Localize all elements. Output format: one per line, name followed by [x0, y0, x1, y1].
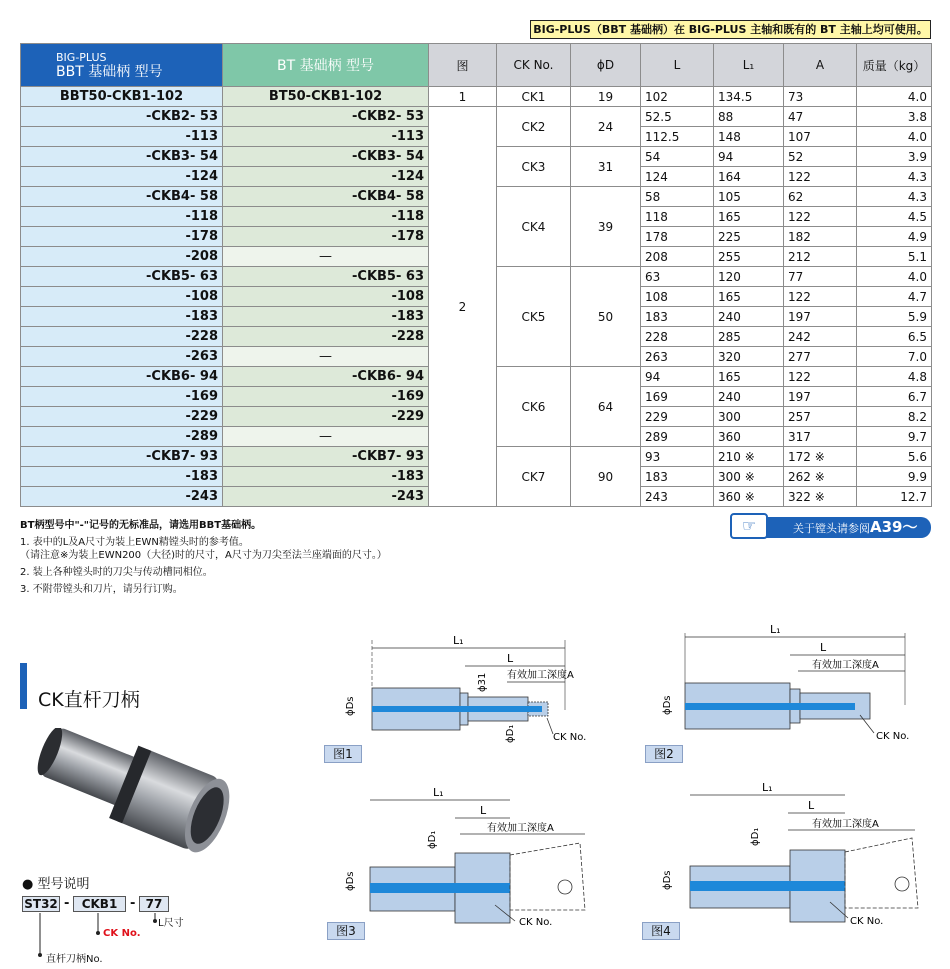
cell-bt-model: -183: [223, 307, 429, 327]
cell-l1: 148: [714, 127, 784, 147]
cell-a: 322 ※: [784, 487, 857, 507]
cell-l: 94: [641, 367, 714, 387]
cell-mass: 4.7: [857, 287, 932, 307]
cell-mass: 4.3: [857, 167, 932, 187]
cell-a: 262 ※: [784, 467, 857, 487]
cell-a: 122: [784, 207, 857, 227]
cell-l: 208: [641, 247, 714, 267]
cell-bbt-model: -113: [21, 127, 223, 147]
ck-holder-photo: [20, 728, 235, 858]
cell-a: 277: [784, 347, 857, 367]
model-separator: -: [130, 896, 136, 911]
cell-bt-model: -243: [223, 487, 429, 507]
cell-mass: 4.3: [857, 187, 932, 207]
cell-a: 122: [784, 367, 857, 387]
cell-l1: 210 ※: [714, 447, 784, 467]
cell-fig: 1: [429, 87, 497, 107]
cell-bbt-model: -263: [21, 347, 223, 367]
cell-l: 108: [641, 287, 714, 307]
cell-l: 102: [641, 87, 714, 107]
cell-l: 118: [641, 207, 714, 227]
cell-bbt-model: -CKB5- 63: [21, 267, 223, 287]
cell-bbt-model: -178: [21, 227, 223, 247]
cell-bbt-model: -CKB7- 93: [21, 447, 223, 467]
fig1-l1-label: L₁: [453, 634, 464, 647]
note-2: 2. 装上各种镗头时的刀尖与传动槽同相位。: [20, 567, 213, 578]
cell-mass: 6.7: [857, 387, 932, 407]
header-fig: 图: [429, 44, 497, 87]
fig2-ds-label: ϕDs: [662, 695, 673, 715]
cell-l: 229: [641, 407, 714, 427]
cell-l1: 285: [714, 327, 784, 347]
cell-mass: 4.5: [857, 207, 932, 227]
fig1-d31-label: ϕ31: [477, 672, 488, 692]
figure-2-diagram: [640, 625, 935, 745]
cell-l: 169: [641, 387, 714, 407]
cell-bbt-model: -243: [21, 487, 223, 507]
cell-bbt-model: -CKB3- 54: [21, 147, 223, 167]
cell-l: 289: [641, 427, 714, 447]
fig3-ck-label: CK No.: [519, 917, 553, 925]
cell-bbt-model: -CKB4- 58: [21, 187, 223, 207]
header-ck: CK No.: [497, 44, 571, 87]
fig2-depth-label: 有效加工深度A: [812, 660, 879, 671]
cell-mass: 8.2: [857, 407, 932, 427]
fig3-d1-label: ϕD₁: [427, 830, 438, 849]
header-d: ϕD: [571, 44, 641, 87]
cell-bbt-model: -124: [21, 167, 223, 187]
model-shank: ST32: [22, 896, 60, 912]
cell-a: 197: [784, 307, 857, 327]
cell-d: 24: [571, 107, 641, 147]
cell-bbt-model: -228: [21, 327, 223, 347]
cell-bt-model: —: [223, 247, 429, 267]
cell-bt-model: -CKB2- 53: [223, 107, 429, 127]
cell-a: 52: [784, 147, 857, 167]
spec-table: [20, 43, 932, 507]
cell-bbt-model: -289: [21, 427, 223, 447]
fig1-l-label: L: [507, 652, 514, 665]
header-bt: BT 基础柄 型号: [223, 44, 429, 87]
cell-fig: 2: [429, 107, 497, 507]
cell-mass: 7.0: [857, 347, 932, 367]
cell-l1: 164: [714, 167, 784, 187]
cell-bt-model: -178: [223, 227, 429, 247]
cell-d: 64: [571, 367, 641, 447]
cell-l: 228: [641, 327, 714, 347]
cell-l: 63: [641, 267, 714, 287]
fig4-d1-label: ϕD₁: [750, 827, 761, 846]
cell-l: 183: [641, 307, 714, 327]
cell-bt-model: -118: [223, 207, 429, 227]
note-3: 3. 不附带镗头和刀片，请另行订购。: [20, 584, 183, 595]
cell-d: 31: [571, 147, 641, 187]
table-header: [21, 44, 932, 87]
cell-mass: 9.9: [857, 467, 932, 487]
header-mass: 质量（kg）: [857, 44, 932, 87]
figure-3-diagram: [325, 785, 610, 925]
cell-l: 54: [641, 147, 714, 167]
cell-l1: 300 ※: [714, 467, 784, 487]
cell-a: 172 ※: [784, 447, 857, 467]
cell-l: 93: [641, 447, 714, 467]
cell-bt-model: -229: [223, 407, 429, 427]
cell-l1: 165: [714, 287, 784, 307]
header-bbt: BIG-PLUS BBT 基础柄 型号: [21, 44, 223, 87]
table-row: [21, 87, 932, 107]
cell-l1: 360 ※: [714, 487, 784, 507]
cell-a: 317: [784, 427, 857, 447]
cell-mass: 9.7: [857, 427, 932, 447]
cell-l: 52.5: [641, 107, 714, 127]
cell-bt-model: —: [223, 427, 429, 447]
cell-bt-model: -169: [223, 387, 429, 407]
cell-bt-model: -124: [223, 167, 429, 187]
header-l: L: [641, 44, 714, 87]
section-marker: [20, 663, 27, 709]
cell-a: 257: [784, 407, 857, 427]
cell-ck: CK3: [497, 147, 571, 187]
cell-bbt-model: -229: [21, 407, 223, 427]
cell-mass: 12.7: [857, 487, 932, 507]
cell-l1: 165: [714, 367, 784, 387]
cell-l: 124: [641, 167, 714, 187]
fig4-depth-label: 有效加工深度A: [812, 819, 879, 830]
cell-bt-model: -CKB7- 93: [223, 447, 429, 467]
cell-bbt-model: -CKB2- 53: [21, 107, 223, 127]
note-bt-dash: BT柄型号中"-"记号的无标准品，请选用BBT基础柄。: [20, 520, 262, 531]
fig3-l-label: L: [480, 804, 487, 817]
cell-bt-model: -228: [223, 327, 429, 347]
cell-mass: 6.5: [857, 327, 932, 347]
cell-mass: 3.8: [857, 107, 932, 127]
cell-bt-model: -113: [223, 127, 429, 147]
note-1: 1. 表中的L及A尺寸为装上EWN精镗头时的参考值。: [20, 537, 249, 548]
fig1-d1-label: ϕD₁: [505, 724, 516, 743]
cell-ck: CK1: [497, 87, 571, 107]
cell-l1: 240: [714, 387, 784, 407]
cell-bt-model: —: [223, 347, 429, 367]
cell-l1: 94: [714, 147, 784, 167]
cell-a: 77: [784, 267, 857, 287]
fig2-ck-label: CK No.: [876, 731, 910, 742]
cell-d: 50: [571, 267, 641, 367]
figure-1-label: 图1: [324, 745, 362, 763]
figure-3-label: 图3: [327, 922, 365, 940]
cell-bbt-model: -118: [21, 207, 223, 227]
model-ck-label: CK No.: [103, 928, 141, 939]
fig4-l1-label: L₁: [762, 781, 773, 794]
cell-l: 58: [641, 187, 714, 207]
fig3-l1-label: L₁: [433, 786, 444, 799]
cell-ck: CK4: [497, 187, 571, 267]
cell-bt-model: -108: [223, 287, 429, 307]
cell-l1: 255: [714, 247, 784, 267]
cell-l: 112.5: [641, 127, 714, 147]
cell-bt-model: -183: [223, 467, 429, 487]
fig4-ck-label: CK No.: [850, 916, 884, 925]
boring-head-reference-link[interactable]: 关于镗头请参阅A39～: [755, 517, 931, 538]
cell-mass: 4.0: [857, 127, 932, 147]
figure-4-diagram: [640, 780, 935, 925]
table-row: [21, 107, 932, 127]
cell-l1: 360: [714, 427, 784, 447]
model-explanation-heading: ● 型号说明: [22, 877, 90, 892]
cell-l: 263: [641, 347, 714, 367]
cell-ck: CK7: [497, 447, 571, 507]
cell-l1: 105: [714, 187, 784, 207]
cell-a: 182: [784, 227, 857, 247]
fig2-l-label: L: [820, 641, 827, 654]
cell-l1: 88: [714, 107, 784, 127]
cell-mass: 4.0: [857, 267, 932, 287]
cell-mass: 4.0: [857, 87, 932, 107]
cell-ck: CK2: [497, 107, 571, 147]
cell-bbt-model: -208: [21, 247, 223, 267]
compatibility-banner: BIG-PLUS（BBT 基础柄）在 BIG-PLUS 主轴和既有的 BT 主轴上均可使用。: [530, 20, 931, 39]
header-l1: L₁: [714, 44, 784, 87]
cell-l1: 240: [714, 307, 784, 327]
cell-mass: 3.9: [857, 147, 932, 167]
cell-l1: 134.5: [714, 87, 784, 107]
cell-l1: 225: [714, 227, 784, 247]
fig1-ck-label: CK No.: [553, 732, 587, 743]
fig1-depth-label: 有效加工深度A: [507, 670, 574, 681]
cell-mass: 5.1: [857, 247, 932, 267]
figure-4-label: 图4: [642, 922, 680, 940]
cell-a: 197: [784, 387, 857, 407]
cell-a: 212: [784, 247, 857, 267]
cell-l: 178: [641, 227, 714, 247]
fig4-l-label: L: [808, 799, 815, 812]
cell-bt-model: -CKB5- 63: [223, 267, 429, 287]
fig4-ds-label: ϕDs: [662, 870, 673, 890]
cell-d: 19: [571, 87, 641, 107]
model-shank-label: 直杆刀柄No.: [46, 954, 103, 965]
fig3-depth-label: 有效加工深度A: [487, 823, 554, 834]
cell-bbt-model: -108: [21, 287, 223, 307]
fig2-l1-label: L₁: [770, 625, 781, 636]
cell-l: 183: [641, 467, 714, 487]
cell-l1: 320: [714, 347, 784, 367]
model-l-label: L尺寸: [158, 918, 184, 929]
cell-a: 62: [784, 187, 857, 207]
cell-a: 242: [784, 327, 857, 347]
fig3-ds-label: ϕDs: [345, 871, 356, 891]
cell-bbt-model: -183: [21, 307, 223, 327]
figure-2-label: 图2: [645, 745, 683, 763]
cell-d: 39: [571, 187, 641, 267]
header-a: A: [784, 44, 857, 87]
note-1b: （请注意※为装上EWN200（大径)时的尺寸，A尺寸为刀尖至法兰座端面的尺寸。）: [20, 550, 387, 561]
model-separator: -: [64, 896, 70, 911]
cell-ck: CK5: [497, 267, 571, 367]
figure-1-diagram: [325, 630, 610, 745]
model-length: 77: [139, 896, 169, 912]
cell-a: 47: [784, 107, 857, 127]
pointing-hand-icon: ☞: [730, 513, 768, 539]
model-ck: CKB1: [73, 896, 126, 912]
cell-mass: 5.9: [857, 307, 932, 327]
cell-l: 243: [641, 487, 714, 507]
cell-l1: 165: [714, 207, 784, 227]
cell-a: 122: [784, 167, 857, 187]
cell-bt-model: BT50-CKB1-102: [223, 87, 429, 107]
cell-bt-model: -CKB4- 58: [223, 187, 429, 207]
cell-a: 73: [784, 87, 857, 107]
cell-bbt-model: BBT50-CKB1-102: [21, 87, 223, 107]
cell-mass: 4.9: [857, 227, 932, 247]
cell-a: 107: [784, 127, 857, 147]
cell-bt-model: -CKB3- 54: [223, 147, 429, 167]
cell-mass: 4.8: [857, 367, 932, 387]
cell-l1: 120: [714, 267, 784, 287]
cell-bbt-model: -169: [21, 387, 223, 407]
section-title: CK直杆刀柄: [38, 689, 140, 711]
cell-bt-model: -CKB6- 94: [223, 367, 429, 387]
cell-ck: CK6: [497, 367, 571, 447]
cell-a: 122: [784, 287, 857, 307]
cell-bbt-model: -183: [21, 467, 223, 487]
cell-bbt-model: -CKB6- 94: [21, 367, 223, 387]
cell-l1: 300: [714, 407, 784, 427]
fig1-ds-label: ϕDs: [345, 696, 356, 716]
cell-d: 90: [571, 447, 641, 507]
cell-mass: 5.6: [857, 447, 932, 467]
